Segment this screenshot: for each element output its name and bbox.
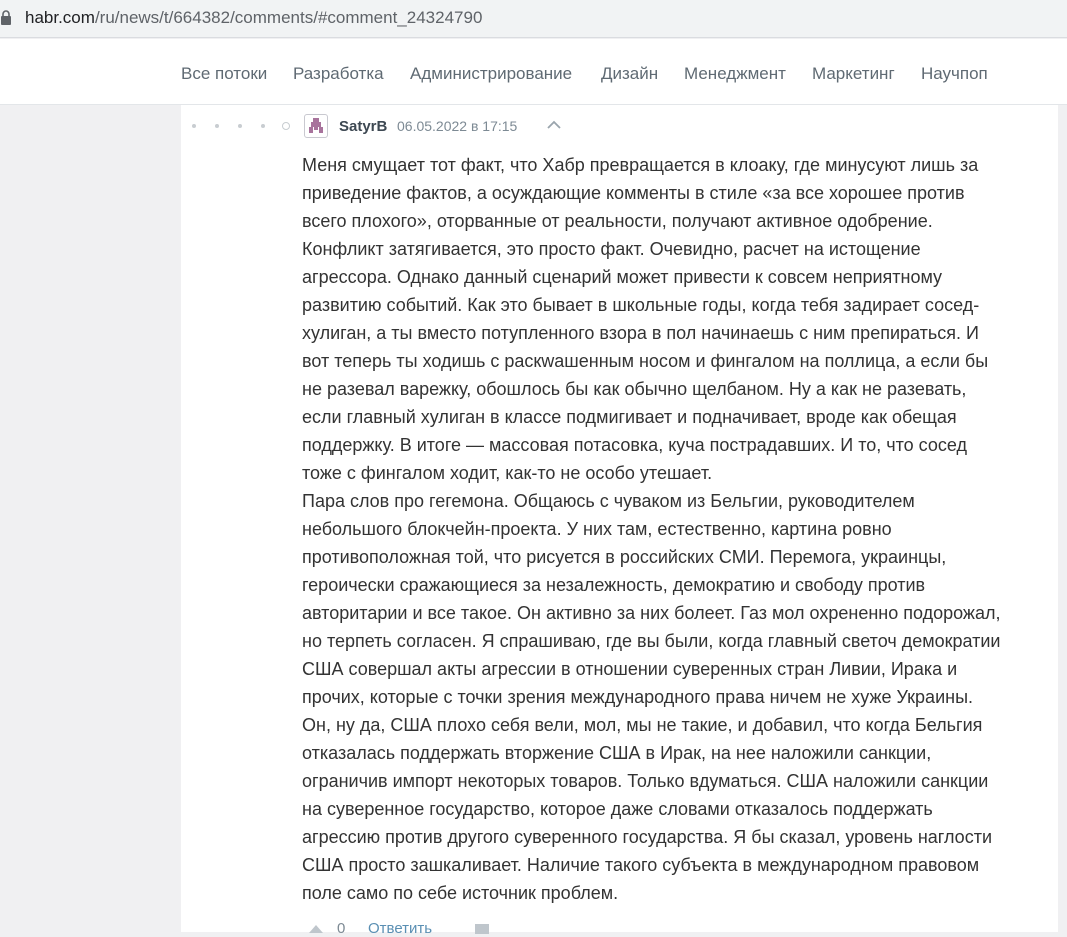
comment-line: агрессора. Однако данный сценарий может привести к совсем неприятному	[302, 267, 943, 287]
comment-line: Меня смущает тот факт, что Хабр превращается в клоаку, где минусуют лишь за	[302, 155, 979, 175]
comment-line: прочих, которые с точки зрения международного права ничем не хуже Украины.	[302, 687, 974, 707]
thread-current-ring[interactable]	[282, 122, 290, 130]
nav-item-management[interactable]: Менеджмент	[684, 64, 786, 83]
comment-line: хулиган, а ты вместо потупленного взора в пол начинаешь с ним препираться. И	[302, 323, 979, 343]
thread-level-dot[interactable]	[261, 124, 265, 128]
url-host: habr.com	[25, 8, 95, 27]
comment-line: всего плохого», оторванные от реальности, получают активное одобрение.	[302, 211, 933, 231]
right-gutter	[1058, 105, 1067, 932]
comment-body	[302, 151, 1052, 907]
thread-level-dot[interactable]	[238, 124, 242, 128]
comment-line: приведение фактов, а осуждающие комменты в стиле «за все хорошее против	[302, 183, 965, 203]
comment-author[interactable]: SatyrB	[339, 118, 388, 135]
comment-line: агрессию против другого суверенного государства. Я бы сказал, уровень наглости	[302, 827, 992, 847]
reply-link[interactable]: Ответить	[368, 920, 433, 937]
chevron-up-icon[interactable]	[547, 120, 561, 130]
comment-line: противоположная той, что рисуется в российских СМИ. Перемога, украинцы,	[302, 547, 947, 567]
nav-item-design[interactable]: Дизайн	[601, 64, 659, 83]
vote-count: 0	[337, 920, 346, 937]
comment-line: поддержку. В итоге — массовая потасовка, куча пострадавших. И то, что сосед	[302, 435, 968, 455]
comment-line: Он, ну да, США плохо себя вели, мол, мы не такие, и добавил, что когда Бельгия	[302, 715, 983, 735]
comment-line: поле само по себе источник проблем.	[302, 883, 619, 903]
nav-item-popular-science[interactable]: Научпоп	[921, 64, 988, 83]
comment-line: если главный хулиган в классе подмигивает и подначивает, вроде как обещая	[302, 407, 957, 427]
nav-item-marketing[interactable]: Маркетинг	[812, 64, 895, 83]
comment-timestamp[interactable]: 06.05.2022 в 17:15	[397, 118, 518, 134]
comment-line: ограничив импорт некоторых товаров. Только вдуматься. США наложили санкции	[302, 771, 989, 791]
url-path: /ru/news/t/664382/comments/#comment_24324790	[94, 8, 483, 27]
comment-line: но терпеть согласен. Я спрашиваю, где вы были, когда главный светоч демократии	[302, 631, 1001, 651]
comment-line: не разевал варежку, обошлось бы как обычно щелбаном. Ну а как не разевать,	[302, 379, 967, 399]
vote-up-icon[interactable]	[308, 922, 324, 934]
nav-item-development[interactable]: Разработка	[293, 64, 384, 83]
lock-icon	[1, 10, 11, 26]
nav-item-administration[interactable]: Администрирование	[410, 64, 573, 83]
thread-level-dot[interactable]	[215, 124, 219, 128]
comment-line: Конфликт затягивается, это просто факт. Очевидно, расчет на истощение	[302, 239, 921, 259]
comment-line: тоже с фингалом ходит, как-то не особо утешает.	[302, 463, 713, 483]
comment-line: небольшого блокчейн-проекта. У них там, естественно, картина ровно	[302, 519, 892, 539]
comment-line: авторитарии и все такое. Он активно за них болеет. Газ мол охрененно подорожал,	[302, 603, 1001, 623]
comment-line: Пара слов про гегемона. Общаюсь с чуваком из Бельгии, руководителем	[302, 491, 915, 511]
comment-line: вот теперь ты ходишь с раскwашенным носом и фингалом на поллица, а если бы	[302, 351, 989, 371]
avatar-pattern-icon	[305, 115, 327, 137]
comment-line: развитию событий. Как это бывает в школьные годы, когда тебя задирает сосед-	[302, 295, 980, 315]
url-text[interactable]	[25, 8, 482, 28]
nav-item-all-flows[interactable]: Все потоки	[181, 64, 268, 83]
comment-line: отказалась поддержать вторжение США в Ирак, на нее наложили санкции,	[302, 743, 932, 763]
comment-line: на суверенное государство, которое даже словами отказалось поддержать	[302, 799, 933, 819]
avatar[interactable]	[304, 114, 328, 138]
comment-line: США просто зашкаливает. Наличие такого субъекта в международном правовом	[302, 855, 980, 875]
left-gutter	[0, 105, 181, 932]
bookmark-icon[interactable]	[475, 924, 489, 934]
site-nav	[0, 39, 1067, 105]
comment-line: героически сражающиеся за незалежность, демократию и свободу против	[302, 575, 926, 595]
browser-address-bar[interactable]	[0, 0, 1067, 38]
thread-level-dot[interactable]	[192, 124, 196, 128]
comment-line: США совершал акты агрессии в отношении суверенных стран Ливии, Ирака и	[302, 659, 958, 679]
